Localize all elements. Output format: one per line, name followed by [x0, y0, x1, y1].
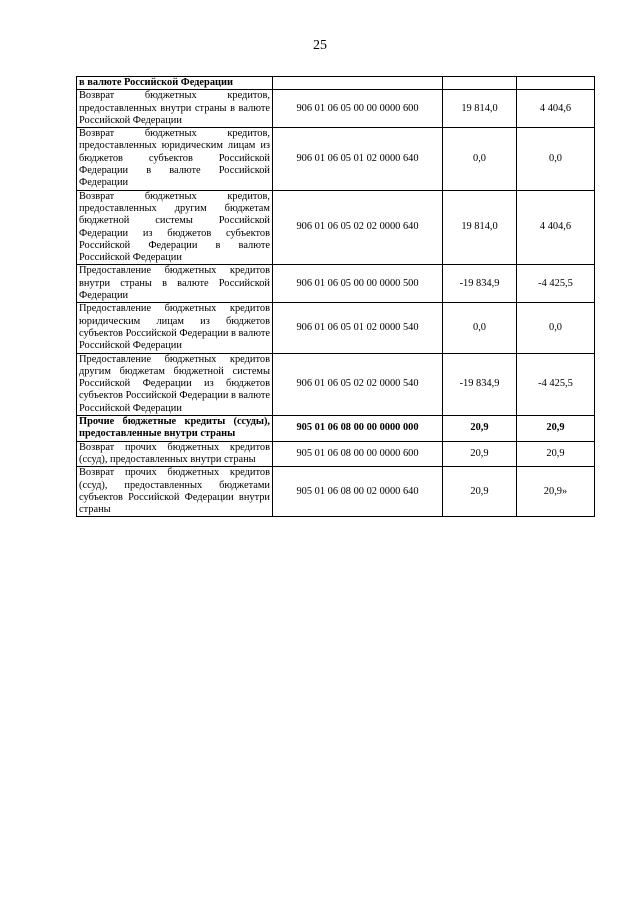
row-value-2: 0,0: [517, 303, 595, 353]
table-row: [77, 265, 595, 303]
row-value-1: 0,0: [443, 128, 517, 190]
page-number: 25: [313, 38, 327, 53]
row-code: 905 01 06 08 00 00 0000 000: [273, 416, 443, 442]
row-value-1: 20,9: [443, 416, 517, 442]
table-row: [77, 128, 595, 190]
budget-sources-table: [76, 76, 595, 517]
row-value-1: 20,9: [443, 441, 517, 467]
table-row: [77, 303, 595, 353]
row-value-2: 20,9»: [517, 467, 595, 517]
row-code: [273, 77, 443, 90]
table-row: [77, 441, 595, 467]
row-code: 906 01 06 05 02 02 0000 540: [273, 353, 443, 415]
row-name: Возврат бюджетных кредитов, предоставленных другим бюджетам бюджетной системы Российской Федерации из бюджетов субъектов Российской Федерации в валюте Российской Федерации: [77, 190, 273, 265]
row-name: Возврат прочих бюджетных кредитов (ссуд), предоставленных внутри страны: [77, 441, 273, 467]
row-value-2: 0,0: [517, 128, 595, 190]
row-value-2: -4 425,5: [517, 265, 595, 303]
row-value-2: 4 404,6: [517, 190, 595, 265]
row-code: 905 01 06 08 00 00 0000 600: [273, 441, 443, 467]
row-name: Возврат прочих бюджетных кредитов (ссуд), предоставленных бюджетами субъектов Российской Федерации внутри страны: [77, 467, 273, 517]
row-value-2: [517, 77, 595, 90]
table-row: [77, 77, 595, 90]
row-value-2: 4 404,6: [517, 90, 595, 128]
row-value-1: 0,0: [443, 303, 517, 353]
row-code: 905 01 06 08 00 02 0000 640: [273, 467, 443, 517]
table-row: [77, 90, 595, 128]
row-name: в валюте Российской Федерации: [77, 77, 273, 90]
row-name: Возврат бюджетных кредитов, предоставленных юридическим лицам из бюджетов субъектов Российской Федерации в валюте Российской Федерации: [77, 128, 273, 190]
table-row: [77, 467, 595, 517]
row-code: 906 01 06 05 00 00 0000 500: [273, 265, 443, 303]
table-row: [77, 353, 595, 415]
row-value-2: 20,9: [517, 416, 595, 442]
row-name: Предоставление бюджетных кредитов другим бюджетам бюджетной системы Российской Федерации из бюджетов субъектов Российской Федерации в валюте Российской Федерации: [77, 353, 273, 415]
row-value-1: 19 814,0: [443, 90, 517, 128]
row-value-1: 20,9: [443, 467, 517, 517]
row-name: Возврат бюджетных кредитов, предоставленных внутри страны в валюте Российской Федерации: [77, 90, 273, 128]
row-value-1: -19 834,9: [443, 265, 517, 303]
table-row: [77, 190, 595, 265]
row-value-2: -4 425,5: [517, 353, 595, 415]
row-code: 906 01 06 05 00 00 0000 600: [273, 90, 443, 128]
table-row: [77, 416, 595, 442]
row-value-1: [443, 77, 517, 90]
row-value-1: 19 814,0: [443, 190, 517, 265]
row-code: 906 01 06 05 02 02 0000 640: [273, 190, 443, 265]
row-code: 906 01 06 05 01 02 0000 640: [273, 128, 443, 190]
row-name: Предоставление бюджетных кредитов юридическим лицам из бюджетов субъектов Российской Федерации в валюте Российской Федерации: [77, 303, 273, 353]
row-name: Предоставление бюджетных кредитов внутри страны в валюте Российской Федерации: [77, 265, 273, 303]
row-name: Прочие бюджетные кредиты (ссуды), предоставленные внутри страны: [77, 416, 273, 442]
row-value-2: 20,9: [517, 441, 595, 467]
row-value-1: -19 834,9: [443, 353, 517, 415]
row-code: 906 01 06 05 01 02 0000 540: [273, 303, 443, 353]
